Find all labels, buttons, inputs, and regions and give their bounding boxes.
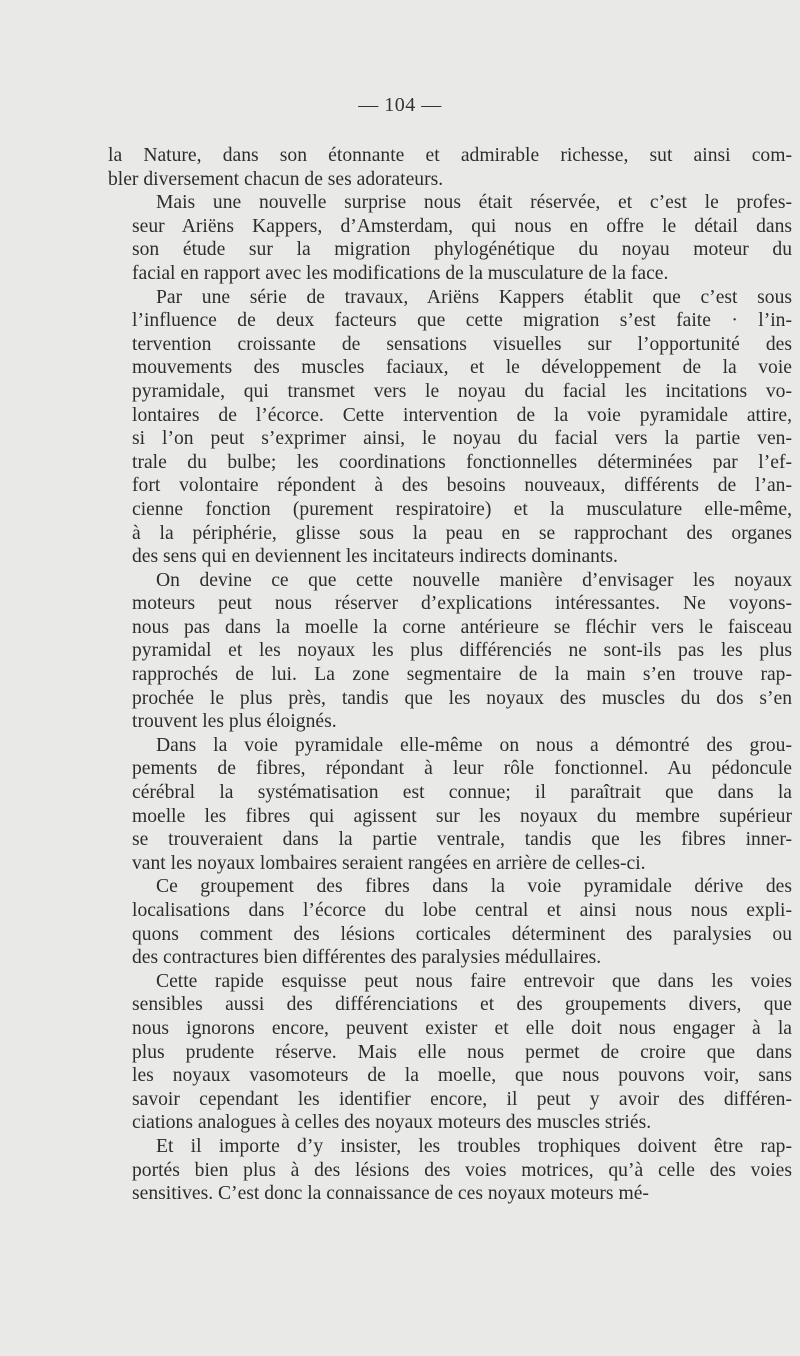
paragraph [108, 734, 792, 876]
text-line: On devine ce que cette nouvelle manière d’envisager les noyaux [156, 569, 792, 591]
text-line: à la périphérie, glisse sous la peau en se rapprochant des organes [132, 522, 792, 544]
text-line: nous ignorons encore, peuvent exister et elle doit nous engager à la [132, 1017, 792, 1039]
text-line: nous pas dans la moelle la corne antérieure se fléchir vers le faisceau [132, 616, 792, 638]
text-line: des sens qui en deviennent les incitateurs indirects dominants. [132, 546, 618, 568]
paragraph [108, 970, 792, 1135]
text-line: Dans la voie pyramidale elle-même on nous a démontré des grou- [156, 734, 792, 756]
page-number: — 104 — [358, 94, 442, 116]
text-line: Et il importe d’y insister, les troubles trophiques doivent être rap- [156, 1135, 792, 1157]
paragraph [108, 875, 792, 969]
paragraph [108, 191, 792, 285]
text-line: seur Ariëns Kappers, d’Amsterdam, qui nous en offre le détail dans [132, 215, 792, 237]
text-line: cienne fonction (purement respiratoire) et la musculature elle-même, [132, 498, 792, 520]
text-line: sensibles aussi des différenciations et des groupements divers, que [132, 994, 792, 1016]
text-line: trouvent les plus éloignés. [132, 711, 337, 733]
text-line: des contractures bien différentes des paralysies médullaires. [132, 947, 602, 969]
paragraph [108, 286, 792, 569]
text-line: tervention croissante de sensations visuelles sur l’opportunité des [132, 333, 792, 355]
text-line: mouvements des muscles faciaux, et le développement de la voie [132, 357, 792, 379]
text-line: fort volontaire répondent à des besoins nouveaux, différents de l’an- [132, 475, 792, 497]
paragraph [108, 1135, 792, 1206]
text-line: lontaires de l’écorce. Cette intervention de la voie pyramidale attire, [132, 404, 792, 426]
text-line: rapprochés de lui. La zone segmentaire de la main s’en trouve rap- [132, 664, 792, 686]
text-line: portés bien plus à des lésions des voies motrices, qu’à celle des voies [132, 1159, 792, 1181]
text-line: Mais une nouvelle surprise nous était réservée, et c’est le profes- [156, 192, 792, 214]
text-line: Par une série de travaux, Ariëns Kappers établit que c’est sous [156, 286, 792, 308]
text-line: son étude sur la migration phylogénétique du noyau moteur du [132, 239, 792, 261]
text-line: plus prudente réserve. Mais elle nous permet de croire que dans [132, 1041, 792, 1063]
text-line: sensitives. C’est donc la connaissance de ces noyaux moteurs mé- [132, 1183, 649, 1205]
text-line: se trouveraient dans la partie ventrale, tandis que les fibres inner- [132, 829, 792, 851]
text-line: facial en rapport avec les modifications de la musculature de la face. [132, 262, 669, 284]
text-line: si l’on peut s’exprimer ainsi, le noyau du facial vers la partie ven- [132, 428, 792, 450]
text-line: Ce groupement des fibres dans la voie pyramidale dérive des [156, 876, 792, 898]
text-line: Cette rapide esquisse peut nous faire entrevoir que dans les voies [156, 970, 792, 992]
text-line: prochée le plus près, tandis que les noyaux des muscles du dos s’en [132, 687, 792, 709]
text-line: pyramidal et les noyaux les plus différenciés ne sont-ils pas les plus [132, 640, 792, 662]
text-line: l’influence de deux facteurs que cette migration s’est faite · l’in- [132, 310, 792, 332]
paragraph [108, 144, 792, 191]
text-line: la Nature, dans son étonnante et admirable richesse, sut ainsi com- [108, 145, 792, 166]
text-line: ciations analogues à celles des noyaux moteurs des muscles striés. [132, 1112, 652, 1134]
text-line: quons comment des lésions corticales déterminent des paralysies ou [132, 923, 792, 945]
text-line: pements de fibres, répondant à leur rôle fonctionnel. Au pédoncule [132, 758, 792, 780]
text-line: vant les noyaux lombaires seraient rangées en arrière de celles-ci. [132, 852, 646, 874]
text-line: bler diversement chacun de ses adorateurs. [108, 168, 444, 190]
text-line: les noyaux vasomoteurs de la moelle, que nous pouvons voir, sans [132, 1065, 792, 1087]
paragraph [108, 569, 792, 734]
text-line: trale du bulbe; les coordinations fonctionnelles déterminées par l’ef- [132, 451, 792, 473]
text-line: cérébral la systématisation est connue; il paraîtrait que dans la [132, 782, 792, 804]
text-line: localisations dans l’écorce du lobe central et ainsi nous nous expli- [132, 900, 792, 921]
text-line: pyramidale, qui transmet vers le noyau du facial les incitations vo- [132, 380, 792, 402]
body-text [108, 144, 792, 1206]
text-line: savoir cependant les identifier encore, il peut y avoir des différen- [132, 1088, 792, 1110]
text-line: moelle les fibres qui agissent sur les noyaux du membre supérieur [132, 805, 792, 827]
text-line: moteurs peut nous réserver d’explications intéressantes. Ne voyons- [132, 593, 792, 615]
